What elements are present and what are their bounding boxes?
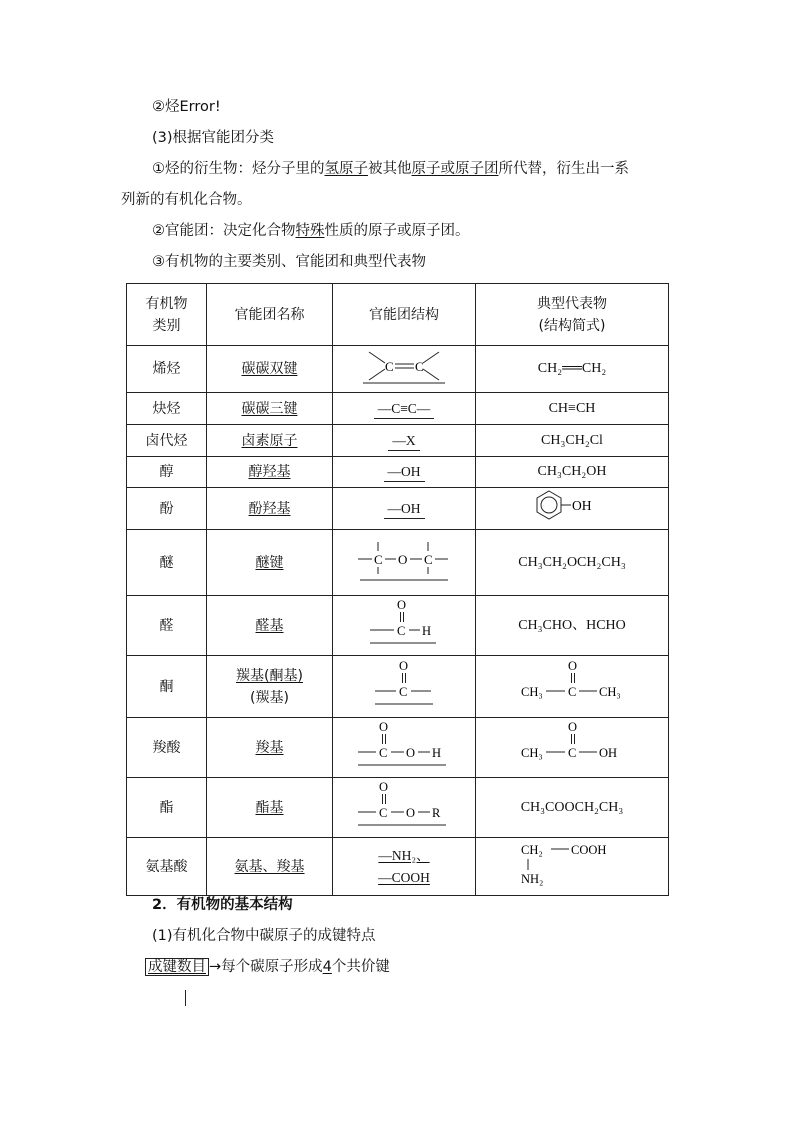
svg-text:R: R — [432, 806, 441, 820]
cell-class: 酚 — [127, 488, 207, 530]
glycine-structure-svg — [517, 838, 627, 888]
cell-name: 羧基 — [207, 718, 333, 778]
section-2-heading — [152, 895, 293, 915]
table-row — [127, 718, 669, 778]
underlined-number: 4 — [322, 959, 332, 975]
cell-class: 酮 — [127, 656, 207, 718]
underlined-term: 氢原子 — [324, 161, 368, 177]
alkene-structure-svg — [359, 347, 449, 385]
section-title: 有机物的基本结构 — [176, 897, 293, 913]
cell-class: 氨基酸 — [127, 838, 207, 896]
table-row — [127, 778, 669, 838]
carboxyl-structure-svg — [354, 718, 454, 770]
underlined-term: 特殊 — [295, 223, 325, 239]
cell-structure: —OH — [333, 457, 476, 488]
cell-structure — [333, 656, 476, 718]
header-representative: 典型代表物 (结构简式) — [476, 284, 669, 346]
cell-representative: CH₃COOCH₂CH₃ — [476, 778, 669, 838]
cell-name: 碳碳双键 — [207, 346, 333, 393]
table-row — [127, 457, 669, 488]
cell-class: 卤代烃 — [127, 425, 207, 457]
cell-name: 酯基 — [207, 778, 333, 838]
cell-representative: CH₃CH₂OCH₂CH₃ — [476, 530, 669, 596]
svg-text:H: H — [432, 746, 442, 760]
paragraph-derivative-definition — [152, 159, 629, 179]
header-class: 有机物 类别 — [127, 284, 207, 346]
cell-name: 卤素原子 — [207, 425, 333, 457]
cell-class: 酯 — [127, 778, 207, 838]
text: 被其他 — [368, 161, 412, 177]
underlined-term: 原子或原子团 — [411, 161, 499, 177]
text: ①烃的衍生物：烃分子里的 — [152, 161, 325, 177]
svg-text:O: O — [399, 659, 409, 673]
cell-structure — [333, 718, 476, 778]
svg-text:CH₃: CH₃ — [521, 746, 543, 760]
svg-text:CH₃: CH₃ — [599, 685, 621, 699]
cell-representative: CH≡CH — [476, 393, 669, 425]
table-row — [127, 488, 669, 530]
cell-structure — [333, 596, 476, 656]
item-hydrocarbon-error: ②烃Error! — [152, 99, 221, 115]
cell-structure: —X — [333, 425, 476, 457]
text: 所代替，衍生出一系 — [498, 161, 629, 177]
cell-representative — [476, 656, 669, 718]
paragraph-derivative-continued: 列新的有机化合物。 — [121, 192, 252, 208]
table-row — [127, 838, 669, 896]
cell-structure — [333, 346, 476, 393]
cell-name: 碳碳三键 — [207, 393, 333, 425]
cell-representative: CH₃CH₂Cl — [476, 425, 669, 457]
cell-class: 醛 — [127, 596, 207, 656]
svg-text:OH: OH — [572, 498, 592, 513]
cell-representative: CH₃CHO、HCHO — [476, 596, 669, 656]
svg-text:O: O — [379, 720, 389, 734]
cell-representative — [476, 488, 669, 530]
paragraph-functional-group-definition — [152, 221, 470, 241]
header-structure: 官能团结构 — [333, 284, 476, 346]
svg-text:H: H — [422, 624, 432, 638]
svg-text:CH₂: CH₂ — [521, 843, 543, 857]
svg-text:C: C — [399, 685, 408, 699]
cell-name: 酚羟基 — [207, 488, 333, 530]
text: 个共价键 — [331, 959, 390, 975]
svg-text:CH₃: CH₃ — [521, 685, 543, 699]
table-row — [127, 346, 669, 393]
cell-structure: —NH₂、 —COOH — [333, 838, 476, 896]
cell-representative — [476, 838, 669, 896]
svg-text:O: O — [568, 720, 578, 734]
table-row — [127, 393, 669, 425]
cell-structure — [333, 530, 476, 596]
cell-name: 羰基(酮基) (羰基) — [207, 656, 333, 718]
svg-text:O: O — [568, 659, 578, 673]
svg-text:C: C — [379, 806, 388, 820]
svg-text:C: C — [397, 624, 406, 638]
cell-name: 氨基、羧基 — [207, 838, 333, 896]
ether-structure-svg — [354, 534, 454, 584]
svg-text:O: O — [397, 598, 407, 612]
bracket-line — [185, 990, 186, 1006]
acetone-structure-svg — [517, 657, 627, 709]
cell-class: 羧酸 — [127, 718, 207, 778]
cell-class: 烯烃 — [127, 346, 207, 393]
ketone-structure-svg — [369, 657, 439, 709]
cell-name: 醛基 — [207, 596, 333, 656]
aldehyde-structure-svg — [364, 596, 444, 648]
svg-text:O: O — [406, 806, 416, 820]
bond-count-box: 成键数目 — [145, 958, 209, 976]
functional-group-table — [126, 283, 669, 896]
svg-text:OH: OH — [599, 746, 618, 760]
cell-representative — [476, 718, 669, 778]
svg-text:C: C — [379, 746, 388, 760]
svg-text:C: C — [568, 685, 577, 699]
text: 性质的原子或原子团。 — [324, 223, 470, 239]
table-header-row — [127, 284, 669, 346]
subsection-carbon-bonding: (1)有机化合物中碳原子的成键特点 — [152, 928, 376, 944]
table-caption: ③有机物的主要类别、官能团和典型代表物 — [152, 254, 426, 270]
ester-structure-svg — [354, 778, 454, 830]
cell-class: 醚 — [127, 530, 207, 596]
cell-class: 炔烃 — [127, 393, 207, 425]
svg-text:O: O — [398, 552, 408, 567]
text: ②官能团：决定化合物 — [152, 223, 296, 239]
svg-text:C: C — [415, 358, 424, 374]
heading-classify-by-functional-group: (3)根据官能团分类 — [152, 130, 275, 146]
bond-count-line — [145, 957, 390, 977]
header-name: 官能团名称 — [207, 284, 333, 346]
text: 每个碳原子形成 — [221, 959, 323, 975]
svg-text:C: C — [374, 552, 383, 567]
table-row — [127, 425, 669, 457]
table-row — [127, 530, 669, 596]
acetic-acid-structure-svg — [517, 718, 627, 770]
svg-text:O: O — [406, 746, 416, 760]
svg-text:C: C — [568, 746, 577, 760]
svg-text:O: O — [379, 780, 389, 794]
svg-text:C: C — [385, 358, 394, 374]
svg-text:C: C — [424, 552, 433, 567]
phenol-structure-svg — [527, 488, 617, 522]
table-row — [127, 656, 669, 718]
cell-class: 醇 — [127, 457, 207, 488]
svg-text:COOH: COOH — [571, 843, 607, 857]
table-row — [127, 596, 669, 656]
cell-representative: CH₃CH₂OH — [476, 457, 669, 488]
cell-name: 醇羟基 — [207, 457, 333, 488]
section-number: 2． — [152, 897, 177, 913]
cell-representative: CH₂══CH₂ — [476, 346, 669, 393]
svg-text:NH₂: NH₂ — [521, 872, 544, 886]
cell-name: 醚键 — [207, 530, 333, 596]
arrow-icon: → — [209, 959, 222, 975]
cell-structure: —C≡C— — [333, 393, 476, 425]
cell-structure: —OH — [333, 488, 476, 530]
cell-structure — [333, 778, 476, 838]
